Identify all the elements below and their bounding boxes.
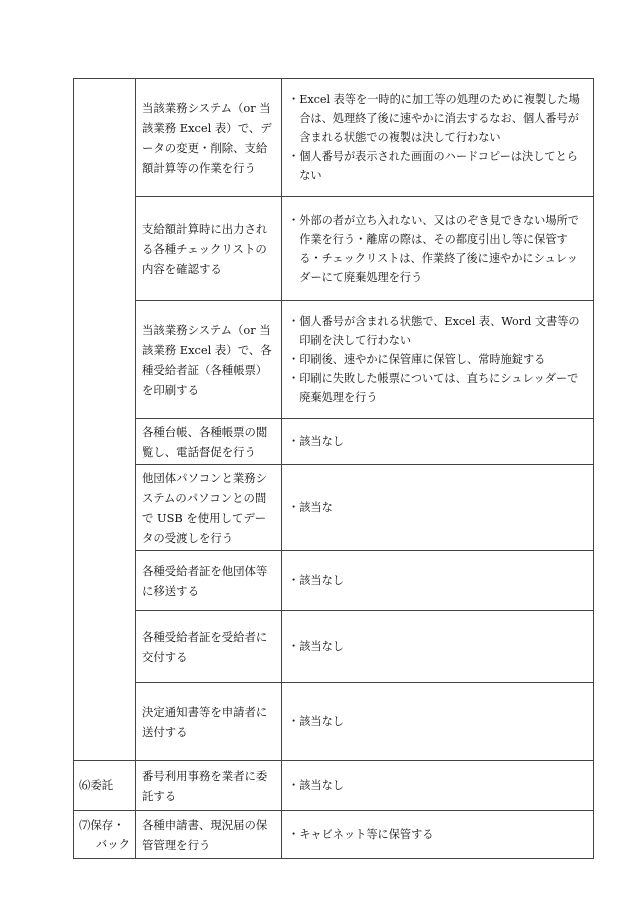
table-row-section-6 bbox=[74, 761, 594, 811]
measure-cell bbox=[282, 465, 594, 551]
measure-cell bbox=[282, 79, 594, 197]
task-text: 各種受給者証を受給者に交付する bbox=[142, 629, 268, 664]
task-text: 支給額計算時に出力される各種チェックリストの内容を確認する bbox=[142, 221, 268, 276]
section-label-cell bbox=[74, 761, 136, 811]
task-cell bbox=[136, 301, 282, 419]
measure-item: ・キャビネット等に保管する bbox=[288, 828, 434, 841]
section-label: ⑺保存・ bbox=[79, 817, 125, 832]
task-cell bbox=[136, 761, 282, 811]
table-row bbox=[74, 611, 594, 683]
measure-cell bbox=[282, 197, 594, 301]
table-row bbox=[74, 551, 594, 611]
measure-item: ・該当なし bbox=[288, 779, 344, 792]
task-text: 各種台帳、各種帳票の閲覧し、電話督促を行う bbox=[142, 424, 268, 459]
measure-cell bbox=[282, 611, 594, 683]
table-row bbox=[74, 419, 594, 465]
task-text: 決定通知書等を申請者に送付する bbox=[142, 704, 268, 739]
measure-item: ・該当なし bbox=[288, 435, 344, 448]
measure-cell bbox=[282, 301, 594, 419]
section-label-cell bbox=[74, 811, 136, 859]
measure-item: ・印刷後、速やかに保管庫に保管し、常時施錠する bbox=[288, 353, 546, 366]
task-cell bbox=[136, 611, 282, 683]
task-cell bbox=[136, 197, 282, 301]
measure-item: ・該当なし bbox=[288, 640, 344, 653]
measure-item: ・外部の者が立ち入れない、又はのぞき見できない場所で作業を行う・離席の際は、その都度引出し等に保管する・チェックリストは、作業終了後に速やかにシュレッダーにて廃棄処理を行う bbox=[288, 213, 579, 284]
measure-cell bbox=[282, 761, 594, 811]
measure-cell bbox=[282, 811, 594, 859]
table-row bbox=[74, 301, 594, 419]
measure-item: ・該当なし bbox=[288, 715, 344, 728]
measure-cell bbox=[282, 551, 594, 611]
measure-cell bbox=[282, 419, 594, 465]
measure-item: ・Excel 表等を一時的に加工等の処理のために複製した場合は、処理終了後に速やかに消去するなお、個人番号が含まれる状態での複製は決して行わない bbox=[288, 93, 580, 144]
section-label: ⑹委託 bbox=[79, 778, 114, 792]
table-row bbox=[74, 465, 594, 551]
section-label-continued: バック bbox=[95, 836, 130, 851]
security-measures-table bbox=[73, 78, 594, 859]
measure-cell bbox=[282, 683, 594, 761]
table-row bbox=[74, 197, 594, 301]
section-cell-empty bbox=[74, 79, 136, 761]
task-text: 他団体パソコンと業務システムのパソコンとの間で USB を使用してデータの受渡しを行う bbox=[142, 470, 268, 545]
task-text: 番号利用事務を業者に委託する bbox=[142, 768, 268, 803]
table-row bbox=[74, 79, 594, 197]
task-cell bbox=[136, 79, 282, 197]
task-text: 各種申請書、現況届の保管管理を行う bbox=[142, 817, 268, 852]
task-text: 当該業務システム（or 当該業務 Excel 表）で、各種受給者証（各種帳票）を印刷する bbox=[142, 322, 272, 397]
measure-item: ・該当なし bbox=[288, 574, 344, 587]
task-cell bbox=[136, 811, 282, 859]
measure-item: ・個人番号が含まれる状態で、Excel 表、Word 文書等の印刷を決して行わない bbox=[288, 315, 580, 347]
measure-item: ・該当な bbox=[288, 501, 333, 514]
measure-item: ・個人番号が表示された画面のハードコピーは決してとらない bbox=[288, 150, 578, 182]
table-row bbox=[74, 683, 594, 761]
task-cell bbox=[136, 551, 282, 611]
task-cell bbox=[136, 683, 282, 761]
task-cell bbox=[136, 465, 282, 551]
table-row-section-7 bbox=[74, 811, 594, 859]
task-cell bbox=[136, 419, 282, 465]
measure-item: ・印刷に失敗した帳票については、直ちにシュレッダーで廃棄処理を行う bbox=[288, 372, 579, 404]
task-text: 各種受給者証を他団体等に移送する bbox=[142, 563, 268, 598]
task-text: 当該業務システム（or 当該業務 Excel 表）で、データの変更・削除、支給額計算等の作業を行う bbox=[142, 100, 272, 175]
